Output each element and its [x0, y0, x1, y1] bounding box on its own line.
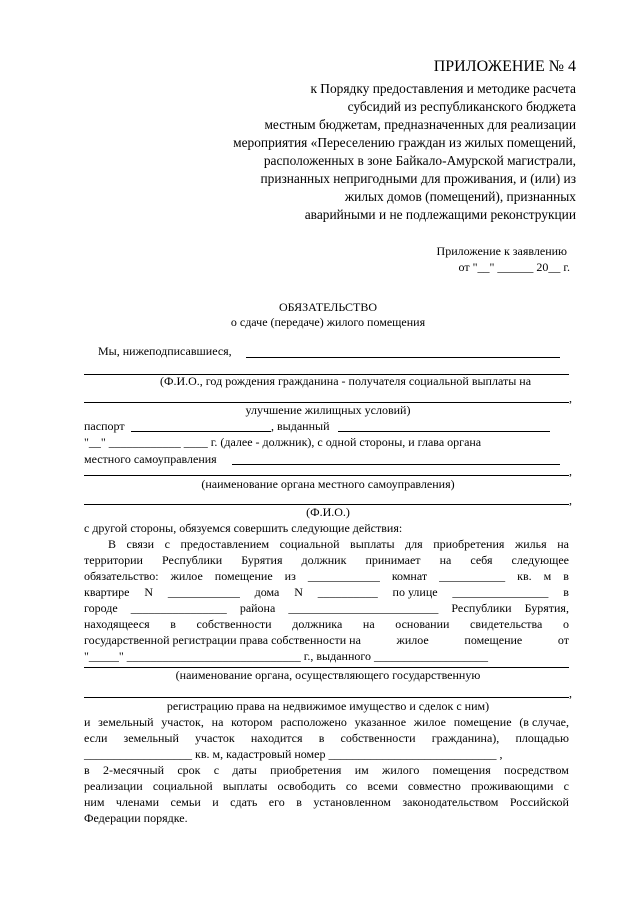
org-note: (наименование органа местного самоуправления) [201, 477, 455, 491]
para1-line-1: В связи с предоставлением социальной выплаты для приобретения жилья на [108, 537, 569, 551]
para1-line-3: обязательство: жилое помещение из ____________ комнат ___________ кв. м в [84, 569, 569, 583]
local-gov-label: местного самоуправления [84, 452, 217, 466]
we-signed-label: Мы, нижеподписавшиеся, [98, 344, 232, 358]
appendix-title: ПРИЛОЖЕНИЕ № 4 [433, 58, 576, 75]
land-line-3: __________________ кв. м, кадастровый номер ____________________________ , [84, 747, 503, 761]
header-line-1: к Порядку предоставления и методике расчета [310, 81, 576, 96]
comma-2: , [569, 464, 572, 478]
header-line-3: местным бюджетам, предназначенных для реализации [264, 117, 576, 132]
fill-line-passport [131, 431, 271, 432]
fio-note-1: (Ф.И.О., год рождения гражданина - получателя социальной выплаты на [160, 374, 532, 388]
term-line-3: ним членами семьи и сдать его в установленном законодательством Российской [84, 795, 569, 809]
fill-line-issued [338, 431, 550, 432]
land-line-1: и земельный участок, на котором расположено указанное жилое помещение (в случае, [84, 715, 569, 729]
header-line-2: субсидий из республиканского бюджета [347, 99, 576, 114]
comma-4: , [569, 686, 572, 700]
para1-line-8: "_____" _____________________________ г., выданного ___________________ [84, 649, 488, 663]
attachment-line-2: от "__" ______ 20__ г. [458, 260, 570, 274]
date-line: "__" ____________ ____ г. (далее - должник), с одной стороны, и глава органа [84, 435, 482, 449]
issued-label: , выданный [271, 419, 330, 433]
fill-line-local-gov-2 [84, 475, 569, 476]
para1-line-2: территории Республики Бурятия должник принимает на себя следующее [84, 553, 569, 567]
land-line-2: если земельный участок находится в собственности гражданина), площадью [84, 731, 569, 745]
header-line-7: жилых домов (помещений), признанных [344, 189, 576, 204]
para1-line-6: находящееся в собственности должника на основании свидетельства о [84, 617, 569, 631]
fill-line-names [246, 357, 560, 358]
attachment-line-1: Приложение к заявлению [436, 244, 567, 258]
para1-line-5: городе ________________ района _________________________ Республики Бурятия, [84, 601, 569, 615]
header-line-5: расположенных в зоне Байкало-Амурской магистрали, [263, 153, 576, 168]
header-line-8: аварийными и не подлежащими реконструкции [304, 207, 576, 222]
para1-line-7: государственной регистрации права собственности на жилое помещение от [84, 633, 569, 647]
term-line-2: реализации социальной выплаты освободить со всеми совместно проживающими с [84, 779, 569, 793]
passport-label: паспорт [84, 419, 125, 433]
other-side-text: с другой стороны, обязуемся совершить следующие действия: [84, 521, 403, 535]
comma-3: , [569, 493, 572, 507]
reg-note-2: регистрацию права на недвижимое имущество и сделок с ним) [166, 699, 490, 713]
para1-line-4: квартире N ____________ дома N __________ по улице ________________ в [84, 585, 569, 599]
fill-line-local-gov [232, 464, 560, 465]
comma-1: , [569, 391, 572, 405]
fio-note-3: (Ф.И.О.) [306, 505, 350, 519]
reg-note-1: (наименование органа, осуществляющего государственную [175, 668, 481, 682]
term-line-4: Федерации порядке. [84, 811, 188, 825]
header-line-6: признанных непригодными для проживания, и (или) из [260, 171, 576, 186]
header-line-4: мероприятия «Переселению граждан из жилых помещений, [233, 135, 576, 150]
fio-note-2: улучшение жилищных условий) [245, 403, 411, 417]
fill-line-reg-org-2 [84, 697, 569, 698]
doc-subtitle: о сдаче (передаче) жилого помещения [230, 315, 426, 329]
term-line-1: в 2-месячный срок с даты приобретения им жилого помещения посредством [84, 763, 569, 777]
doc-title: ОБЯЗАТЕЛЬСТВО [278, 300, 378, 314]
